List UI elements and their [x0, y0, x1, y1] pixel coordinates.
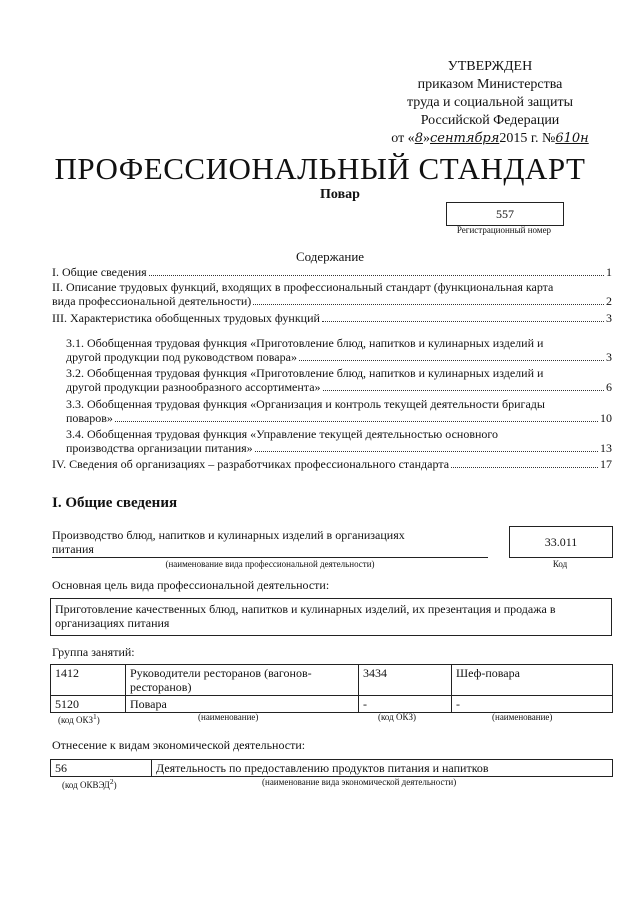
section-heading: I. Общие сведения [52, 495, 178, 511]
caption-occupation-name: (наименование) [492, 712, 553, 722]
toc-dots [149, 274, 604, 276]
table-cell: Повара [126, 696, 359, 713]
toc-item-text: 3.2. Обобщенная трудовая функция «Приготовление блюд, напитков и кулинарных изделий и [66, 366, 544, 380]
table-cell: 5120 [51, 696, 126, 713]
occupation-group-table [50, 664, 613, 713]
caption-text: (код ОКВЭД [62, 780, 110, 790]
date-year: 2015 г. № [499, 131, 556, 146]
registration-number-box: 557 [446, 202, 564, 226]
toc-page: 3 [606, 350, 612, 364]
caption-okved-name: (наименование вида экономической деятельности) [262, 777, 457, 787]
goal-label: Основная цель вида профессиональной деятельности: [52, 578, 330, 592]
date-mid: » [422, 131, 430, 146]
toc-item[interactable] [66, 427, 612, 455]
toc-dots [299, 359, 604, 361]
toc-item[interactable] [52, 265, 612, 279]
activity-code-caption: Код [552, 559, 568, 569]
toc-item-text: II. Описание трудовых функций, входящих в профессиональный стандарт (функциональная карта [52, 280, 554, 294]
toc-item[interactable] [66, 336, 612, 364]
caption-occupation-name: (наименование) [198, 712, 259, 722]
okved-label: Отнесение к видам экономической деятельности: [52, 738, 306, 752]
toc-item-text: I. Общие сведения [52, 265, 147, 279]
registration-number-label: Регистрационный номер [456, 225, 552, 235]
approval-line-2: труда и социальной защиты [407, 95, 573, 110]
table-cell: - [359, 696, 452, 713]
toc-item[interactable] [52, 311, 612, 325]
approval-date [380, 130, 600, 148]
toc-item[interactable] [52, 280, 612, 308]
handwritten-day: 8 [414, 131, 423, 146]
document-title: ПРОФЕССИОНАЛЬНЫЙ СТАНДАРТ [54, 151, 586, 186]
activity-line: Производство блюд, напитков и кулинарных изделий в организациях [52, 528, 405, 542]
toc-heading: Содержание [295, 249, 365, 264]
toc-item-text: поваров» [66, 411, 113, 425]
table-cell: 1412 [51, 665, 126, 696]
document-subtitle: Повар [320, 187, 360, 202]
toc-item-text: 3.1. Обобщенная трудовая функция «Приготовление блюд, напитков и кулинарных изделий и [66, 336, 544, 350]
footnote-mark: 1 [93, 712, 97, 721]
toc-page: 3 [606, 311, 612, 325]
table-cell: 56 [51, 760, 152, 777]
table-row [51, 696, 613, 713]
caption-text: (код ОКЗ [58, 715, 93, 725]
group-label: Группа занятий: [52, 645, 135, 659]
toc-dots [253, 303, 604, 305]
goal-box: Приготовление качественных блюд, напитков и кулинарных изделий, их презентация и продажа в организациях питания [50, 598, 612, 636]
footnote-mark: 2 [109, 777, 114, 786]
toc-page: 13 [600, 441, 612, 455]
handwritten-month: сентября [429, 131, 500, 146]
toc-item[interactable] [52, 457, 612, 471]
approval-line-3: Российской Федерации [420, 113, 560, 128]
table-cell: - [452, 696, 613, 713]
table-cell: 3434 [359, 665, 452, 696]
activity-caption: (наименование вида профессиональной деятельности) [165, 559, 375, 569]
caption-text: ) [113, 780, 117, 790]
toc-item-text: 3.4. Обобщенная трудовая функция «Управление текущей деятельностью основного [66, 427, 499, 441]
toc-page: 17 [600, 457, 612, 471]
caption-text: ) [96, 715, 100, 725]
toc-item-text: другой продукции под руководством повара» [66, 350, 297, 364]
table-cell: Руководители ресторанов (вагонов-ресторанов) [126, 665, 359, 696]
toc-item-text: другой продукции разнообразного ассортимента» [66, 380, 321, 394]
toc-dots [322, 320, 604, 322]
table-cell: Шеф-повара [452, 665, 613, 696]
toc-page: 10 [600, 411, 612, 425]
toc-item[interactable] [66, 397, 612, 425]
caption-okz-code: (код ОКЗ) [378, 712, 416, 722]
toc-page: 6 [606, 380, 612, 394]
toc-page: 1 [606, 265, 612, 279]
toc-dots [323, 389, 604, 391]
toc-dots [451, 466, 598, 468]
caption-okz-code [58, 712, 100, 726]
toc-item[interactable] [66, 366, 612, 394]
approval-title: УТВЕРЖДЕН [447, 59, 533, 74]
table-cell: Деятельность по предоставлению продуктов питания и напитков [152, 760, 613, 777]
toc-item-text: производства организации питания» [66, 441, 253, 455]
table-row [51, 665, 613, 696]
okved-table [50, 759, 613, 777]
date-prefix: от « [391, 131, 415, 146]
divider [52, 557, 488, 558]
toc-page: 2 [606, 294, 612, 308]
toc-item-text: 3.3. Обобщенная трудовая функция «Организация и контроль текущей деятельности бригады [66, 397, 545, 411]
toc-dots [255, 450, 598, 452]
caption-okved-code [62, 777, 117, 791]
activity-line: питания [52, 542, 94, 556]
toc-item-text: III. Характеристика обобщенных трудовых функций [52, 311, 320, 325]
activity-code-box: 33.011 [509, 526, 613, 558]
toc-dots [115, 420, 598, 422]
table-row [51, 760, 613, 777]
approval-line-1: приказом Министерства [417, 77, 563, 92]
activity-name [52, 528, 492, 556]
handwritten-number: 610н [555, 131, 589, 146]
toc-item-text: вида профессиональной деятельности) [52, 294, 252, 308]
toc-item-text: IV. Сведения об организациях – разработчиках профессионального стандарта [52, 457, 450, 471]
approval-stamp [380, 58, 600, 148]
